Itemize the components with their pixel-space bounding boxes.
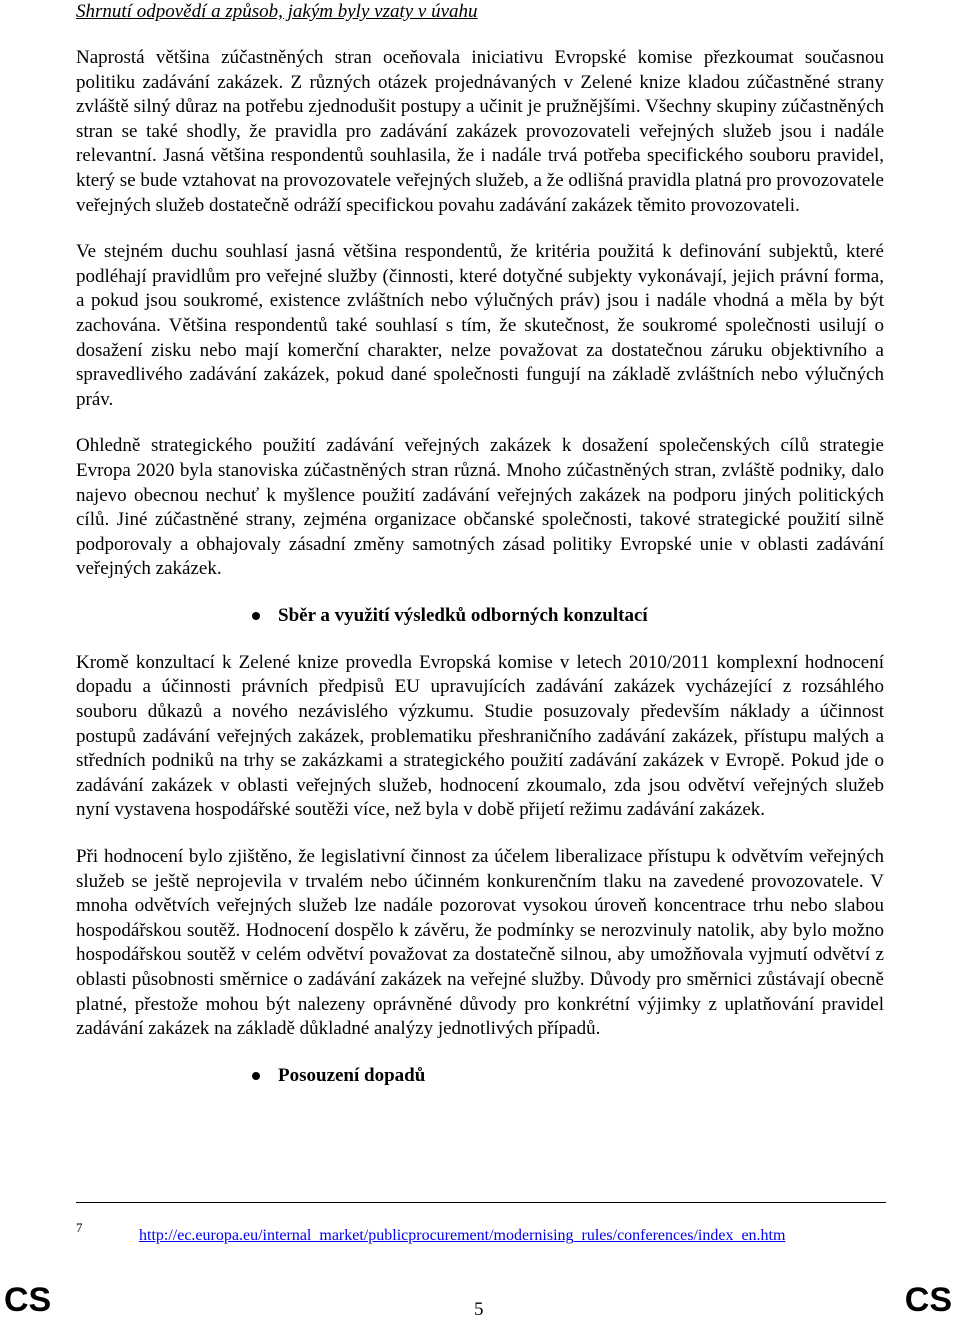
page-number: 5 [474, 1299, 484, 1320]
bullet-heading [76, 604, 884, 628]
section-heading: Shrnutí odpovědí a způsob, jakým byly vzaty v úvahu [76, 1, 478, 22]
footnote-divider [76, 1202, 886, 1203]
footer-language-left: CS [4, 1281, 52, 1319]
paragraph: Kromě konzultací k Zelené knize provedla Evropská komise v letech 2010/2011 komplexní hodnocení dopadu a účinnosti právních předpisů EU upravujících zadávání zakázek vycházející z rozsáhlého souboru důkazů a nového nezávislého výzkumu. Studie posuzovaly především náklady a účinnost postupů zadávání veřejných zakázek, problematiku přeshraničního zadávání zakázek, přístupu malých a středních podniků na trhy se zakázkami a strategického použití zadávání zakázek v Evropě. Pokud jde o zadávání zakázek v oblasti veřejných služeb, hodnocení zkoumalo, zda jsou odvětví veřejných služeb nyní vystavena hospodářské soutěži více, než byla v době přijetí režimu zadávání zakázek. [76, 651, 884, 821]
bullet-icon [252, 1072, 260, 1080]
document-body [76, 46, 884, 1111]
footnote-link[interactable]: http://ec.europa.eu/internal_market/publicprocurement/modernising_rules/conferences/index_en.htm [139, 1227, 786, 1244]
footnote-number: 7 [76, 1220, 83, 1235]
paragraph: Ve stejném duchu souhlasí jasná většina respondentů, že kritéria použitá k definování subjektů, které podléhají pravidlům pro veřejné služby (činnosti, které dotyčné subjekty vykonávají, jejich právní forma, a pokud jsou soukromé, existence zvláštních nebo výlučných práv) jsou i nadále vhodná a měla by být zachována. Většina respondentů také souhlasí s tím, že skutečnost, že soukromé společnosti usilují o dosažení zisku nebo mají komerční charakter, nelze považovat za dostatečnou záruku objektivního a spravedlivého zadávání zakázek, pokud dané společnosti fungují na základě zvláštních nebo výlučných práv. [76, 241, 884, 410]
paragraph: Při hodnocení bylo zjištěno, že legislativní činnost za účelem liberalizace přístupu k odvětvím veřejných služeb se ještě neprojevila v trvalém nebo účinném konkurenčním tlaku na zavedené provozovatele. V mnoha odvětvích veřejných služeb lze nadále pozorovat vysokou úroveň koncentrace trhu nebo slabou hospodářskou soutěž. Hodnocení dospělo k závěru, že podmínky se nerozvinuly natolik, aby bylo možno hospodářskou soutěž v celém odvětví považovat za dostatečně silnou, aby umožňovala vyjmutí odvětví z oblasti působnosti směrnice o zadávání zakázek na veřejné služby. Důvody pro směrnici zůstávají obecně platné, přestože mohou být nalezeny oprávněné důvody pro konkrétní výjimky z uplatňování pravidel zadávání zakázek na základě důkladné analýzy jednotlivých případů. [76, 846, 884, 1040]
bullet-icon [252, 612, 260, 620]
footer-language-right: CS [904, 1281, 952, 1319]
bullet-heading-text: Sběr a využití výsledků odborných konzultací [278, 604, 648, 626]
paragraph: Naprostá většina zúčastněných stran oceňovala iniciativu Evropské komise přezkoumat současnou politiku zadávání zakázek. Z různých otázek projednávaných v Zelené knize kladou zúčastněné strany zvláště silný důraz na potřebu zjednodušit postupy a učinit je pružnějšími. Všechny skupiny zúčastněných stran se také shodly, že pravidla pro zadávání zakázek provozovateli veřejných služeb jsou i nadále relevantní. Jasná většina respondentů souhlasila, že i nadále trvá potřeba specifického souboru pravidel, který se bude vztahovat na provozovatele veřejných služeb, a že odlišná pravidla platná pro provozovatele veřejných služeb dostatečně odráží specifickou povahu zadávání zakázek těmito provozovateli. [76, 47, 884, 216]
paragraph: Ohledně strategického použití zadávání veřejných zakázek k dosažení společenských cílů strategie Evropa 2020 byla stanoviska zúčastněných stran různá. Mnoho zúčastněných stran, zvláště podniky, dalo najevo obecnou nechuť k myšlence použití zadávání veřejných zakázek na podporu jiných politických cílů. Jiné zúčastněné strany, zejména organizace občanské společnosti, takové strategické použití silně podporovaly a obhajovaly zásadní změny samotných zásad politiky Evropské unie v oblasti zadávání veřejných zakázek. [76, 435, 884, 580]
bullet-heading [76, 1064, 884, 1088]
bullet-heading-text: Posouzení dopadů [278, 1064, 426, 1086]
